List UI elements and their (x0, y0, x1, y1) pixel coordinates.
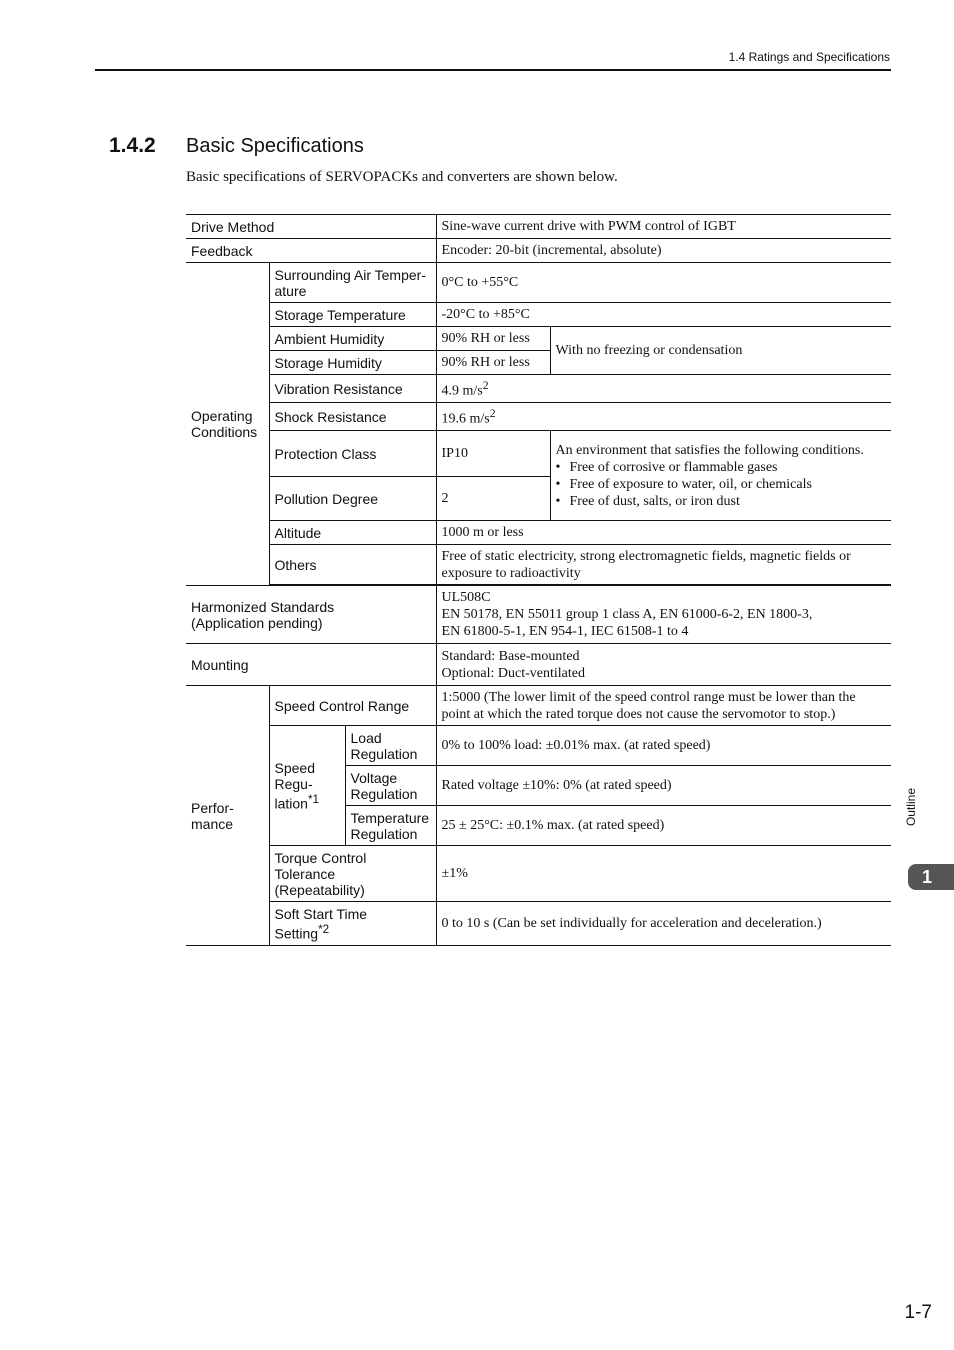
table-row (186, 327, 891, 351)
environment-note (550, 431, 891, 521)
storage-temp-label: Storage Temperature (269, 303, 436, 327)
table-row (186, 686, 891, 726)
section-title: Basic Specifications (186, 135, 364, 157)
torque-control-label: Torque Control Tolerance (Repeatability) (269, 846, 436, 902)
altitude-label: Altitude (269, 521, 436, 545)
running-header: 1.4 Ratings and Specifications (728, 50, 890, 64)
performance-label: Perfor- mance (186, 686, 269, 946)
soft-start-value: 0 to 10 s (Can be set individually for acceleration and deceleration.) (436, 902, 891, 946)
harmonized-standards-value: UL508C EN 50178, EN 55011 group 1 class A, EN 61000-6-2, EN 1800-3, EN 61800-5-1, EN 954-1, IEC 61508-1 to 4 (436, 586, 891, 644)
operating-conditions-label: Operating Conditions (186, 263, 269, 586)
header-rule (95, 69, 891, 71)
table-row (186, 375, 891, 403)
storage-humidity-label: Storage Humidity (269, 351, 436, 375)
table-row (186, 586, 891, 644)
harmonized-standards-label: Harmonized Standards (Application pending) (186, 586, 436, 644)
table-row (186, 521, 891, 545)
temperature-regulation-label: Temperature Regulation (345, 806, 436, 846)
pollution-degree-label: Pollution Degree (269, 477, 436, 521)
superscript: 2 (482, 379, 489, 393)
footnote-marker: *2 (318, 922, 330, 936)
table-row (186, 644, 891, 686)
page-number: 1-7 (904, 1302, 932, 1323)
table-row (186, 239, 891, 263)
load-regulation-value: 0% to 100% load: ±0.01% max. (at rated speed) (436, 726, 891, 766)
speed-regulation-label: Speed Regu- lation$^{*1}$ (269, 726, 345, 846)
table-row (186, 726, 891, 766)
drive-method-label: Drive Method (186, 215, 436, 239)
mounting-label: Mounting (186, 644, 436, 686)
mounting-value: Standard: Base-mounted Optional: Duct-ventilated (436, 644, 891, 686)
others-label: Others (269, 545, 436, 585)
footnote-marker: *1 (307, 792, 319, 806)
list-item: • Free of exposure to water, oil, or chemicals (556, 476, 887, 493)
chapter-badge: 1 (908, 864, 954, 890)
feedback-label: Feedback (186, 239, 436, 263)
temperature-regulation-value: 25 ± 25°C: ±0.1% max. (at rated speed) (436, 806, 891, 846)
protection-class-value: IP10 (436, 431, 550, 477)
storage-temp-value: -20°C to +85°C (436, 303, 891, 327)
feedback-value: Encoder: 20-bit (incremental, absolute) (436, 239, 891, 263)
table-row (186, 545, 891, 585)
table-row (186, 403, 891, 431)
others-value: Free of static electricity, strong electromagnetic fields, magnetic fields or exposure to radioactivity (436, 545, 891, 585)
shock-resistance-value: 19.6 $m/s^2$ (436, 403, 891, 431)
pollution-degree-value: 2 (436, 477, 550, 521)
table-row (186, 215, 891, 239)
voltage-regulation-label: Voltage Regulation (345, 766, 436, 806)
humidity-note: With no freezing or condensation (550, 327, 891, 375)
specifications-table (186, 214, 891, 946)
drive-method-value: Sine-wave current drive with PWM control of IGBT (436, 215, 891, 239)
table-row (186, 431, 891, 477)
speed-control-range-label: Speed Control Range (269, 686, 436, 726)
speed-control-range-value: 1:5000 (The lower limit of the speed control range must be lower than the point at which the rated torque does not cause the servomotor to stop.) (436, 686, 891, 726)
soft-start-label: Soft Start Time Setting$^{*2}$ (269, 902, 436, 946)
table-row (186, 902, 891, 946)
storage-humidity-value: 90% RH or less (436, 351, 550, 375)
vibration-resistance-label: Vibration Resistance (269, 375, 436, 403)
environment-note-intro: An environment that satisfies the following conditions. (555, 442, 864, 458)
surrounding-air-temp-value: 0°C to +55°C (436, 263, 891, 303)
list-item: • Free of corrosive or flammable gases (556, 459, 887, 476)
surrounding-air-temp-label: Surrounding Air Temper-ature (269, 263, 436, 303)
table-row (186, 846, 891, 902)
section-intro: Basic specifications of SERVOPACKs and converters are shown below. (186, 169, 618, 185)
vibration-resistance-value: 4.9 $m/s^2$ (436, 375, 891, 403)
ambient-humidity-value: 90% RH or less (436, 327, 550, 351)
superscript: 2 (489, 407, 496, 421)
protection-class-label: Protection Class (269, 431, 436, 477)
voltage-regulation-value: Rated voltage ±10%: 0% (at rated speed) (436, 766, 891, 806)
altitude-value: 1000 m or less (436, 521, 891, 545)
list-item: • Free of dust, salts, or iron dust (556, 493, 887, 510)
table-row (186, 263, 891, 303)
ambient-humidity-label: Ambient Humidity (269, 327, 436, 351)
torque-control-value: ±1% (436, 846, 891, 902)
load-regulation-label: Load Regulation (345, 726, 436, 766)
chapter-side-tab: Outline (904, 788, 918, 827)
shock-resistance-label: Shock Resistance (269, 403, 436, 431)
section-number: 1.4.2 (109, 134, 156, 157)
table-row (186, 303, 891, 327)
